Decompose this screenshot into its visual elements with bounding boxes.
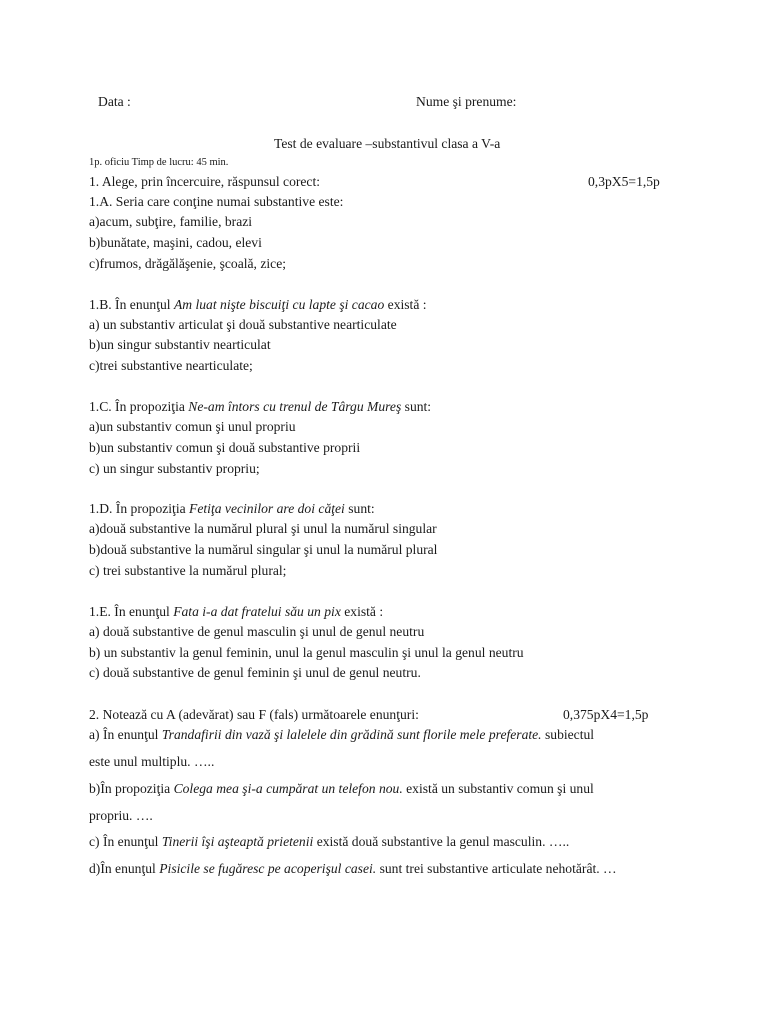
ex2b-pre: b)În propoziţia [89, 781, 174, 796]
ex2b-italic: Colega mea şi-a cumpărat un telefon nou. [173, 781, 403, 796]
ex1e-prompt-italic: Fata i-a dat fratelui său un pix [173, 604, 341, 619]
ex2c-italic: Tinerii îşi aşteaptă prietenii [161, 834, 314, 849]
ex1b-prompt-post: există : [384, 297, 427, 312]
ex1c-prompt-pre: 1.C. În propoziţia [89, 399, 189, 414]
ex1d-prompt-italic: Fetiţa vecinilor are doi căţei [189, 501, 345, 516]
ex1c-prompt-post: sunt: [401, 399, 432, 414]
time-info: 1p. oficiu Timp de lucru: 45 min. [89, 157, 229, 168]
ex1c-option-c: c) un singur substantiv propriu; [89, 461, 260, 476]
ex2d-statement [89, 861, 617, 877]
ex2d-post: sunt trei substantive articulate nehotărât. … [376, 861, 617, 876]
ex2c-pre: c) În enunţul [89, 834, 162, 849]
ex2b-continuation: propriu. …. [89, 808, 153, 823]
ex2b-post: există un substantiv comun şi unul [402, 781, 594, 796]
ex1d-option-c: c) trei substantive la numărul plural; [89, 563, 287, 578]
ex1e-option-c: c) două substantive de genul feminin şi unul de genul neutru. [89, 665, 421, 680]
ex1e-prompt-post: există : [340, 604, 384, 619]
ex1d-prompt-pre: 1.D. În propoziţia [89, 501, 190, 516]
ex2a-statement [89, 727, 594, 743]
date-label: Data : [98, 94, 131, 109]
ex1a-option-b: b)bunătate, maşini, cadou, elevi [89, 235, 262, 250]
ex2a-pre: a) În enunţul [89, 727, 162, 742]
ex1e-option-a: a) două substantive de genul masculin şi unul de genul neutru [89, 624, 425, 639]
ex2a-post: subiectul [541, 727, 595, 742]
ex2c-statement [89, 834, 569, 850]
ex2b-statement [89, 781, 594, 797]
ex1b-prompt-pre: 1.B. În enunţul [89, 297, 174, 312]
ex1b-option-c: c)trei substantive nearticulate; [89, 358, 253, 373]
ex1a-prompt: 1.A. Seria care conţine numai substantive este: [89, 194, 344, 209]
ex1e-prompt-pre: 1.E. În enunţul [89, 604, 174, 619]
ex1b-prompt [89, 297, 427, 313]
ex1e-prompt [89, 604, 383, 620]
ex1c-option-b: b)un substantiv comun şi două substantive proprii [89, 440, 361, 455]
ex2a-italic: Trandafirii din vază şi lalelele din grădină sunt florile mele preferate. [161, 727, 542, 742]
ex1d-prompt [89, 501, 375, 517]
ex1c-prompt [89, 399, 431, 415]
ex2c-post: există două substantive la genul masculin. ….. [313, 834, 570, 849]
ex1b-option-b: b)un singur substantiv nearticulat [89, 337, 271, 352]
name-label: Nume şi prenume: [416, 94, 517, 109]
ex1a-option-a: a)acum, subţire, familie, brazi [89, 214, 253, 229]
ex1c-prompt-italic: Ne-am întors cu trenul de Târgu Mureş [188, 399, 402, 414]
test-title: Test de evaluare –substantivul clasa a V-a [274, 136, 501, 151]
ex1-heading: 1. Alege, prin încercuire, răspunsul corect: [89, 174, 321, 189]
ex1e-option-b: b) un substantiv la genul feminin, unul la genul masculin şi unul la genul neutru [89, 645, 524, 660]
ex1b-prompt-italic: Am luat nişte biscuiţi cu lapte şi cacao [173, 297, 385, 312]
ex1a-option-c: c)frumos, drăgălăşenie, şcoală, zice; [89, 256, 287, 271]
ex1d-prompt-post: sunt: [344, 501, 375, 516]
ex1-points: 0,3pX5=1,5p [588, 174, 660, 189]
ex1c-option-a: a)un substantiv comun şi unul propriu [89, 419, 296, 434]
ex2-heading: 2. Notează cu A (adevărat) sau F (fals) următoarele enunţuri: [89, 707, 419, 722]
ex2a-continuation: este unul multiplu. ….. [89, 754, 215, 769]
ex2d-pre: d)În enunţul [89, 861, 160, 876]
ex2d-italic: Pisicile se fugăresc pe acoperişul casei. [159, 861, 377, 876]
ex2-points: 0,375pX4=1,5p [563, 707, 649, 722]
ex1d-option-b: b)două substantive la numărul singular şi unul la numărul plural [89, 542, 438, 557]
ex1d-option-a: a)două substantive la numărul plural şi unul la numărul singular [89, 521, 437, 536]
ex1b-option-a: a) un substantiv articulat şi două substantive nearticulate [89, 317, 397, 332]
